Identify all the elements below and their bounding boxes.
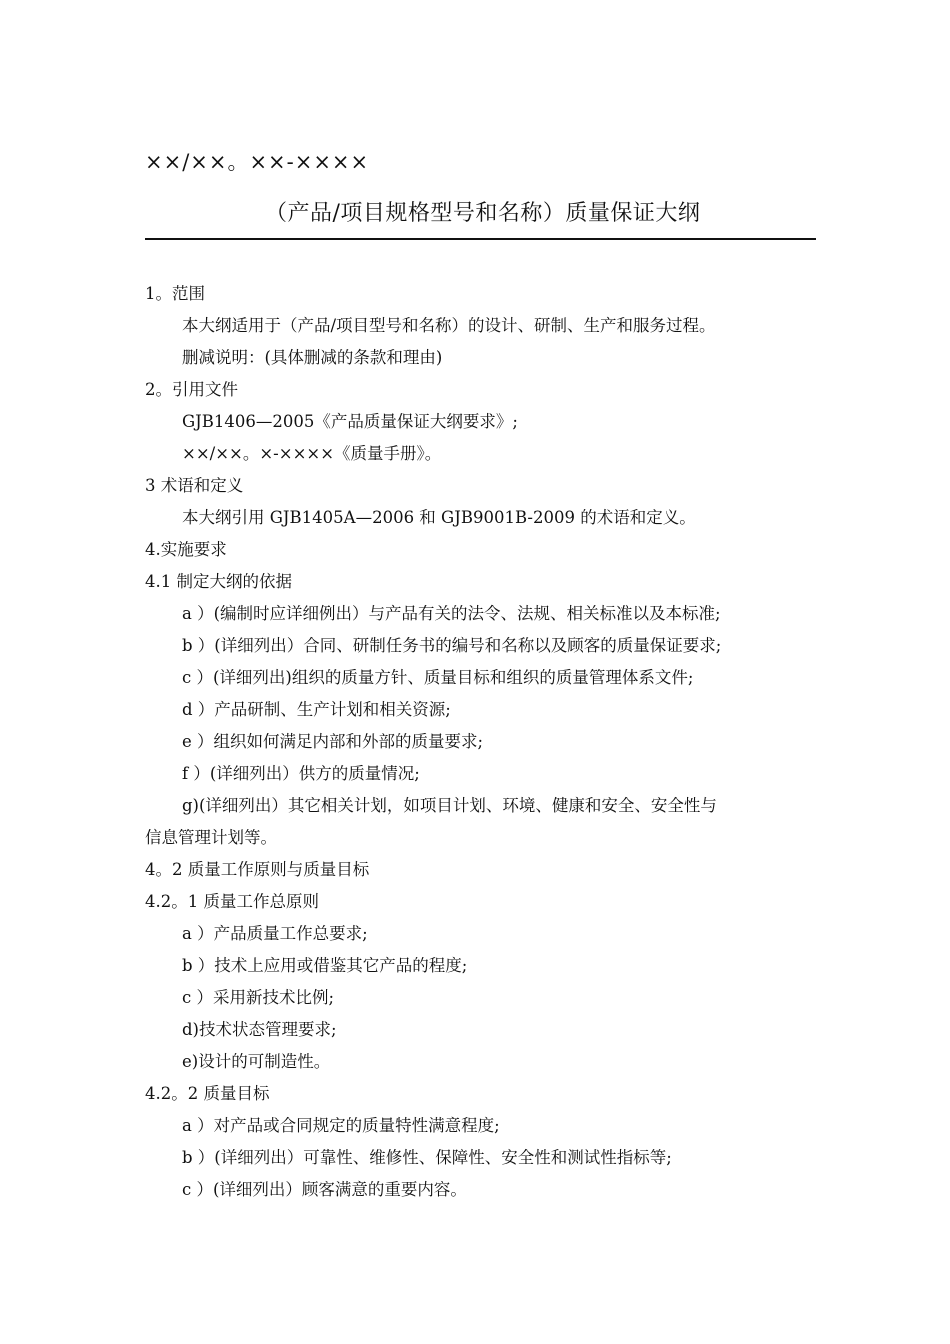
section-heading-terms: 3 术语和定义	[145, 476, 244, 495]
document-body	[145, 278, 825, 1206]
list-item: d ）产品研制、生产计划和相关资源;	[182, 700, 451, 719]
section-heading-implementation: 4.实施要求	[145, 540, 227, 559]
paragraph-scope: 本大纲适用于（产品/项目型号和名称）的设计、研制、生产和服务过程。	[182, 316, 716, 335]
list-item: a ）对产品或合同规定的质量特性满意程度;	[182, 1116, 500, 1135]
subsection-heading-quality-goals: 4.2。2 质量目标	[145, 1084, 270, 1103]
list-item: g)(详细列出）其它相关计划，如项目计划、环境、健康和安全、安全性与	[182, 796, 717, 815]
list-item: a ）(编制时应详细例出）与产品有关的法令、法规、相关标准以及本标准;	[182, 604, 721, 623]
list-item: c ）(详细列出）顾客满意的重要内容。	[182, 1180, 467, 1199]
list-item: e)设计的可制造性。	[182, 1052, 331, 1071]
subsection-heading-basis: 4.1 制定大纲的依据	[145, 572, 292, 591]
document-title: （产品/项目规格型号和名称）质量保证大纲	[265, 201, 701, 226]
list-item-continuation: 信息管理计划等。	[145, 828, 277, 847]
title-underline	[145, 238, 816, 240]
list-item: b ）(详细列出）合同、研制任务书的编号和名称以及顾客的质量保证要求;	[182, 636, 722, 655]
subsection-heading-principles: 4。2 质量工作原则与质量目标	[145, 860, 370, 879]
list-item: a ）产品质量工作总要求;	[182, 924, 368, 943]
paragraph-terms: 本大纲引用 GJB1405A—2006 和 GJB9001B-2009 的术语和定义。	[182, 508, 696, 527]
section-heading-references: 2。引用文件	[145, 380, 238, 399]
list-item: d)技术状态管理要求;	[182, 1020, 337, 1039]
paragraph-deletion-note: 删减说明：(具体删减的条款和理由)	[182, 348, 443, 367]
list-item: c ）(详细列出)组织的质量方针、质量目标和组织的质量管理体系文件;	[182, 668, 694, 687]
section-heading-scope: 1。范围	[145, 284, 205, 303]
subsection-heading-general-principles: 4.2。1 质量工作总原则	[145, 892, 319, 911]
list-item: f ）(详细列出）供方的质量情况;	[182, 764, 420, 783]
reference-item: ××/××。×-××××《质量手册》。	[182, 444, 442, 463]
list-item: c ）采用新技术比例;	[182, 988, 335, 1007]
list-item: e ）组织如何满足内部和外部的质量要求;	[182, 732, 484, 751]
document-code: ××/××。××-××××	[145, 150, 370, 174]
reference-item: GJB1406—2005《产品质量保证大纲要求》;	[182, 412, 518, 431]
list-item: b ）技术上应用或借鉴其它产品的程度;	[182, 956, 468, 975]
list-item: b ）(详细列出）可靠性、维修性、保障性、安全性和测试性指标等;	[182, 1148, 672, 1167]
